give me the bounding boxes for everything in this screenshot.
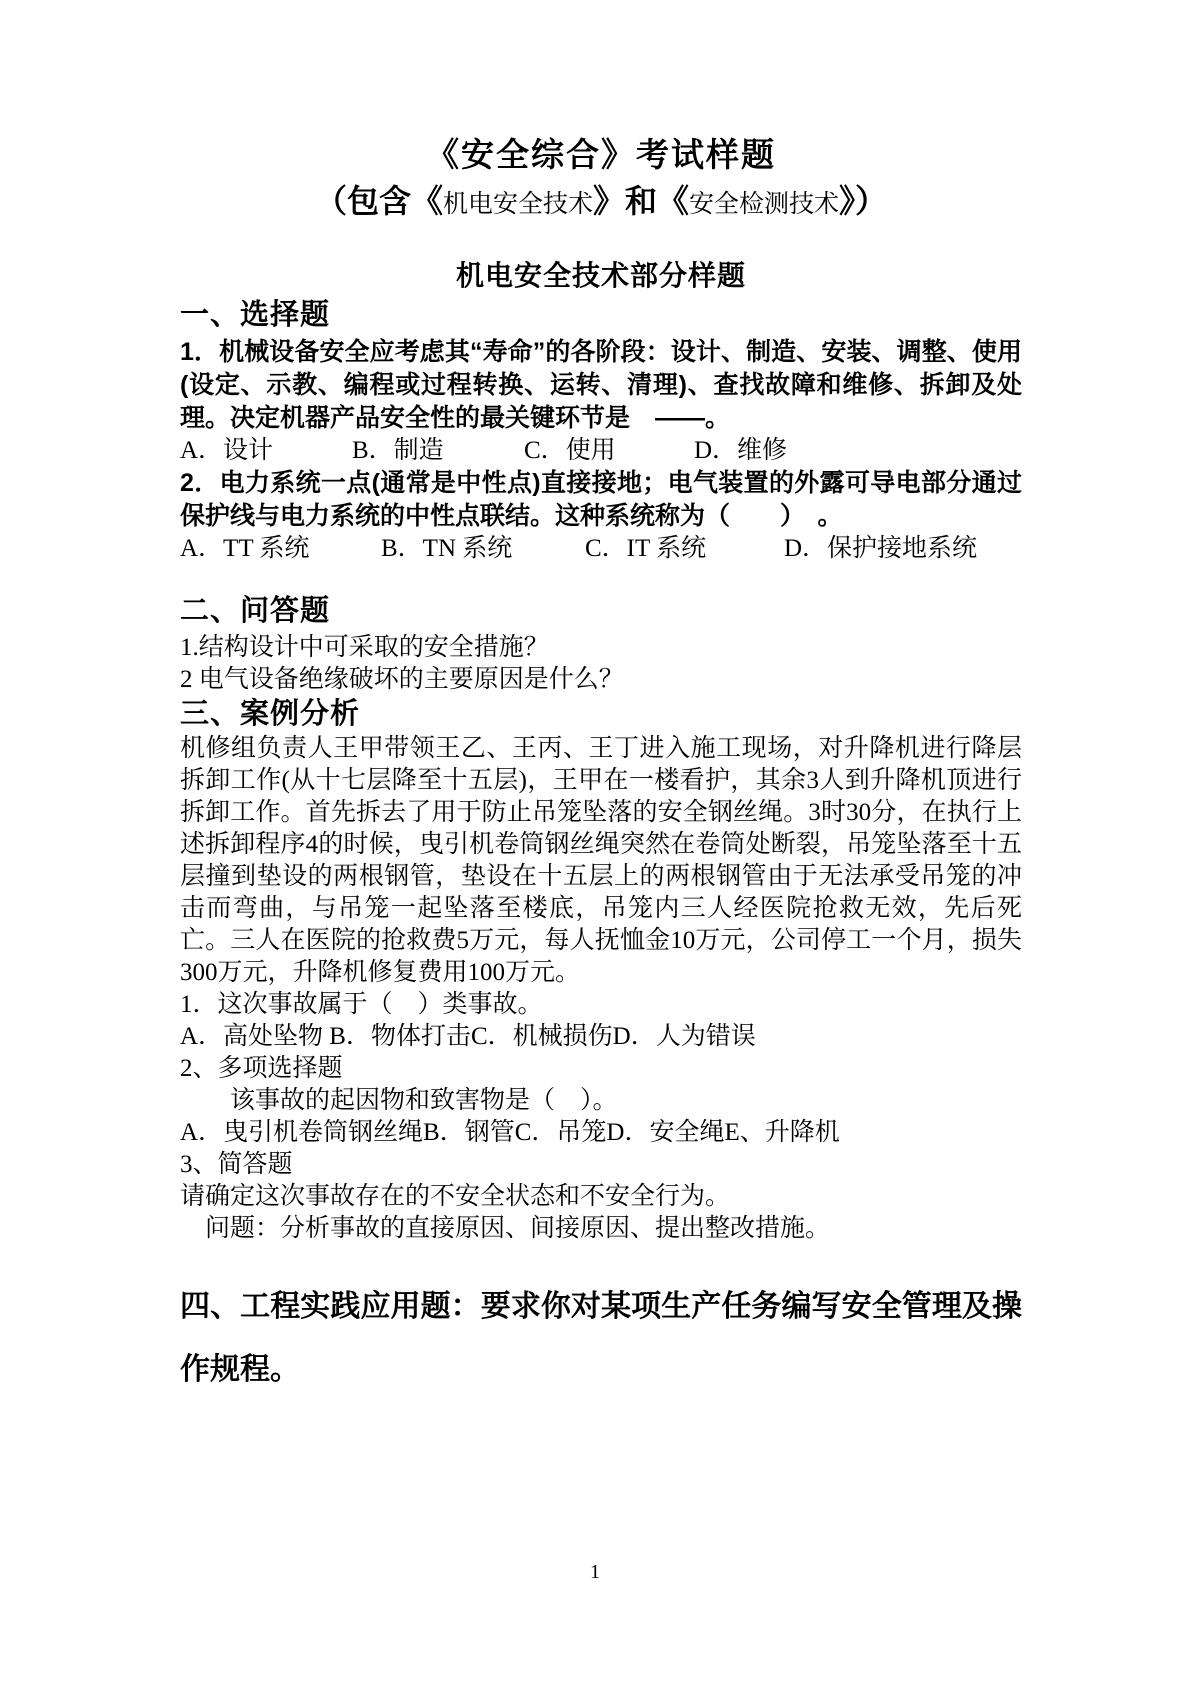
option-b: B．制造 (352, 437, 444, 464)
book2-title: 安全检测技术 (689, 191, 840, 218)
option-c: C．使用 (524, 437, 616, 464)
section1-question1-options (180, 435, 1022, 467)
section3-question3-text: 请确定这次事故存在的不安全状态和不安全行为。 (180, 1183, 731, 1210)
section1-question1-stem: 1．机械设备安全应考虑其“寿命”的各阶段：设计、制造、安装、调整、使用(设定、示教、编程或过程转换、运转、清理)、查找故障和维修、拆卸及处理。决定机器产品安全性的最关键环节是 ——。 (180, 338, 1022, 432)
section4-heading: 四、工程实践应用题：要求你对某项生产任务编写安全管理及操作规程。 (180, 1290, 1022, 1386)
spacer (180, 565, 1022, 591)
subtitle-conjunction: 和 (625, 183, 658, 219)
option-a: A．设计 (180, 437, 274, 464)
case-paragraph: 机修组负责人王甲带领王乙、王丙、王丁进入施工现场，对升降机进行降层拆卸工作(从十七层降至十五层)，王甲在一楼看护，其余3人到升降机顶进行拆卸工作。首先拆去了用于防止吊笼坠落的安全钢丝绳。3时30分，在执行上述拆卸程序4的时候，曳引机卷筒钢丝绳突然在卷筒处断裂，吊笼坠落至十五层撞到垫设的两根钢管，垫设在十五层上的两根钢管由于无法承受吊笼的冲击而弯曲，与吊笼一起坠落至楼底，吊笼内三人经医院抢救无效，先后死亡。三人在医院的抢救费5万元，每人抚恤金10万元，公司停工一个月，损失300万元，升降机修复费用100万元。 (180, 735, 1022, 986)
subtitle-prefix: （包含 (314, 183, 411, 219)
book1-close-mark: 》 (592, 183, 625, 219)
section2-heading: 二、问答题 (180, 595, 331, 627)
section2-question2: 2 电气设备绝缘破坏的主要原因是什么？ (180, 666, 624, 693)
option-b: B．TN 系统 (381, 535, 513, 562)
page-subtitle (180, 177, 1022, 232)
section1-question2-options (180, 533, 1022, 565)
part-title: 机电安全技术部分样题 (455, 260, 746, 291)
section3-question1-options: A．高处坠物 B．物体打击C．机械损伤D．人为错误 (180, 1023, 756, 1050)
section3-question1: 1．这次事故属于（ ）类事故。 (180, 991, 543, 1018)
section3-question2-stem: 该事故的起因物和致害物是（ ）。 (230, 1087, 618, 1114)
book1-title: 机电安全技术 (442, 191, 593, 218)
book2-close-mark: 》） (839, 183, 888, 219)
section3-question2-label: 2、多项选择题 (180, 1055, 343, 1082)
document-content (180, 133, 1022, 1401)
option-a: A．TT 系统 (180, 535, 310, 562)
section3-question3-note: 问题：分析事故的直接原因、间接原因、提出整改措施。 (205, 1215, 831, 1242)
book1-open-mark: 《 (410, 183, 443, 219)
section3-question3-label: 3、简答题 (180, 1151, 293, 1178)
book2-open-mark: 《 (657, 183, 690, 219)
section3-question2-options: A．曳引机卷筒钢丝绳B．钢管C．吊笼D．安全绳E、升降机 (180, 1119, 840, 1146)
page-title: 《安全综合》考试样题 (426, 136, 776, 173)
section2-question1: 1.结构设计中可采取的安全措施？ (180, 634, 549, 661)
option-d: D．保护接地系统 (784, 535, 978, 562)
page-number: 1 (590, 1561, 600, 1583)
section3-heading: 三、案例分析 (180, 698, 361, 730)
option-d: D．维修 (694, 437, 788, 464)
option-c: C．IT 系统 (585, 535, 707, 562)
section1-question2-stem: 2．电力系统一点(通常是中性点)直接接地；电气装置的外露可导电部分通过保护线与电力系统的中性点联结。这种系统称为（ ） 。 (180, 469, 1022, 530)
section1-heading: 一、选择题 (180, 299, 331, 331)
